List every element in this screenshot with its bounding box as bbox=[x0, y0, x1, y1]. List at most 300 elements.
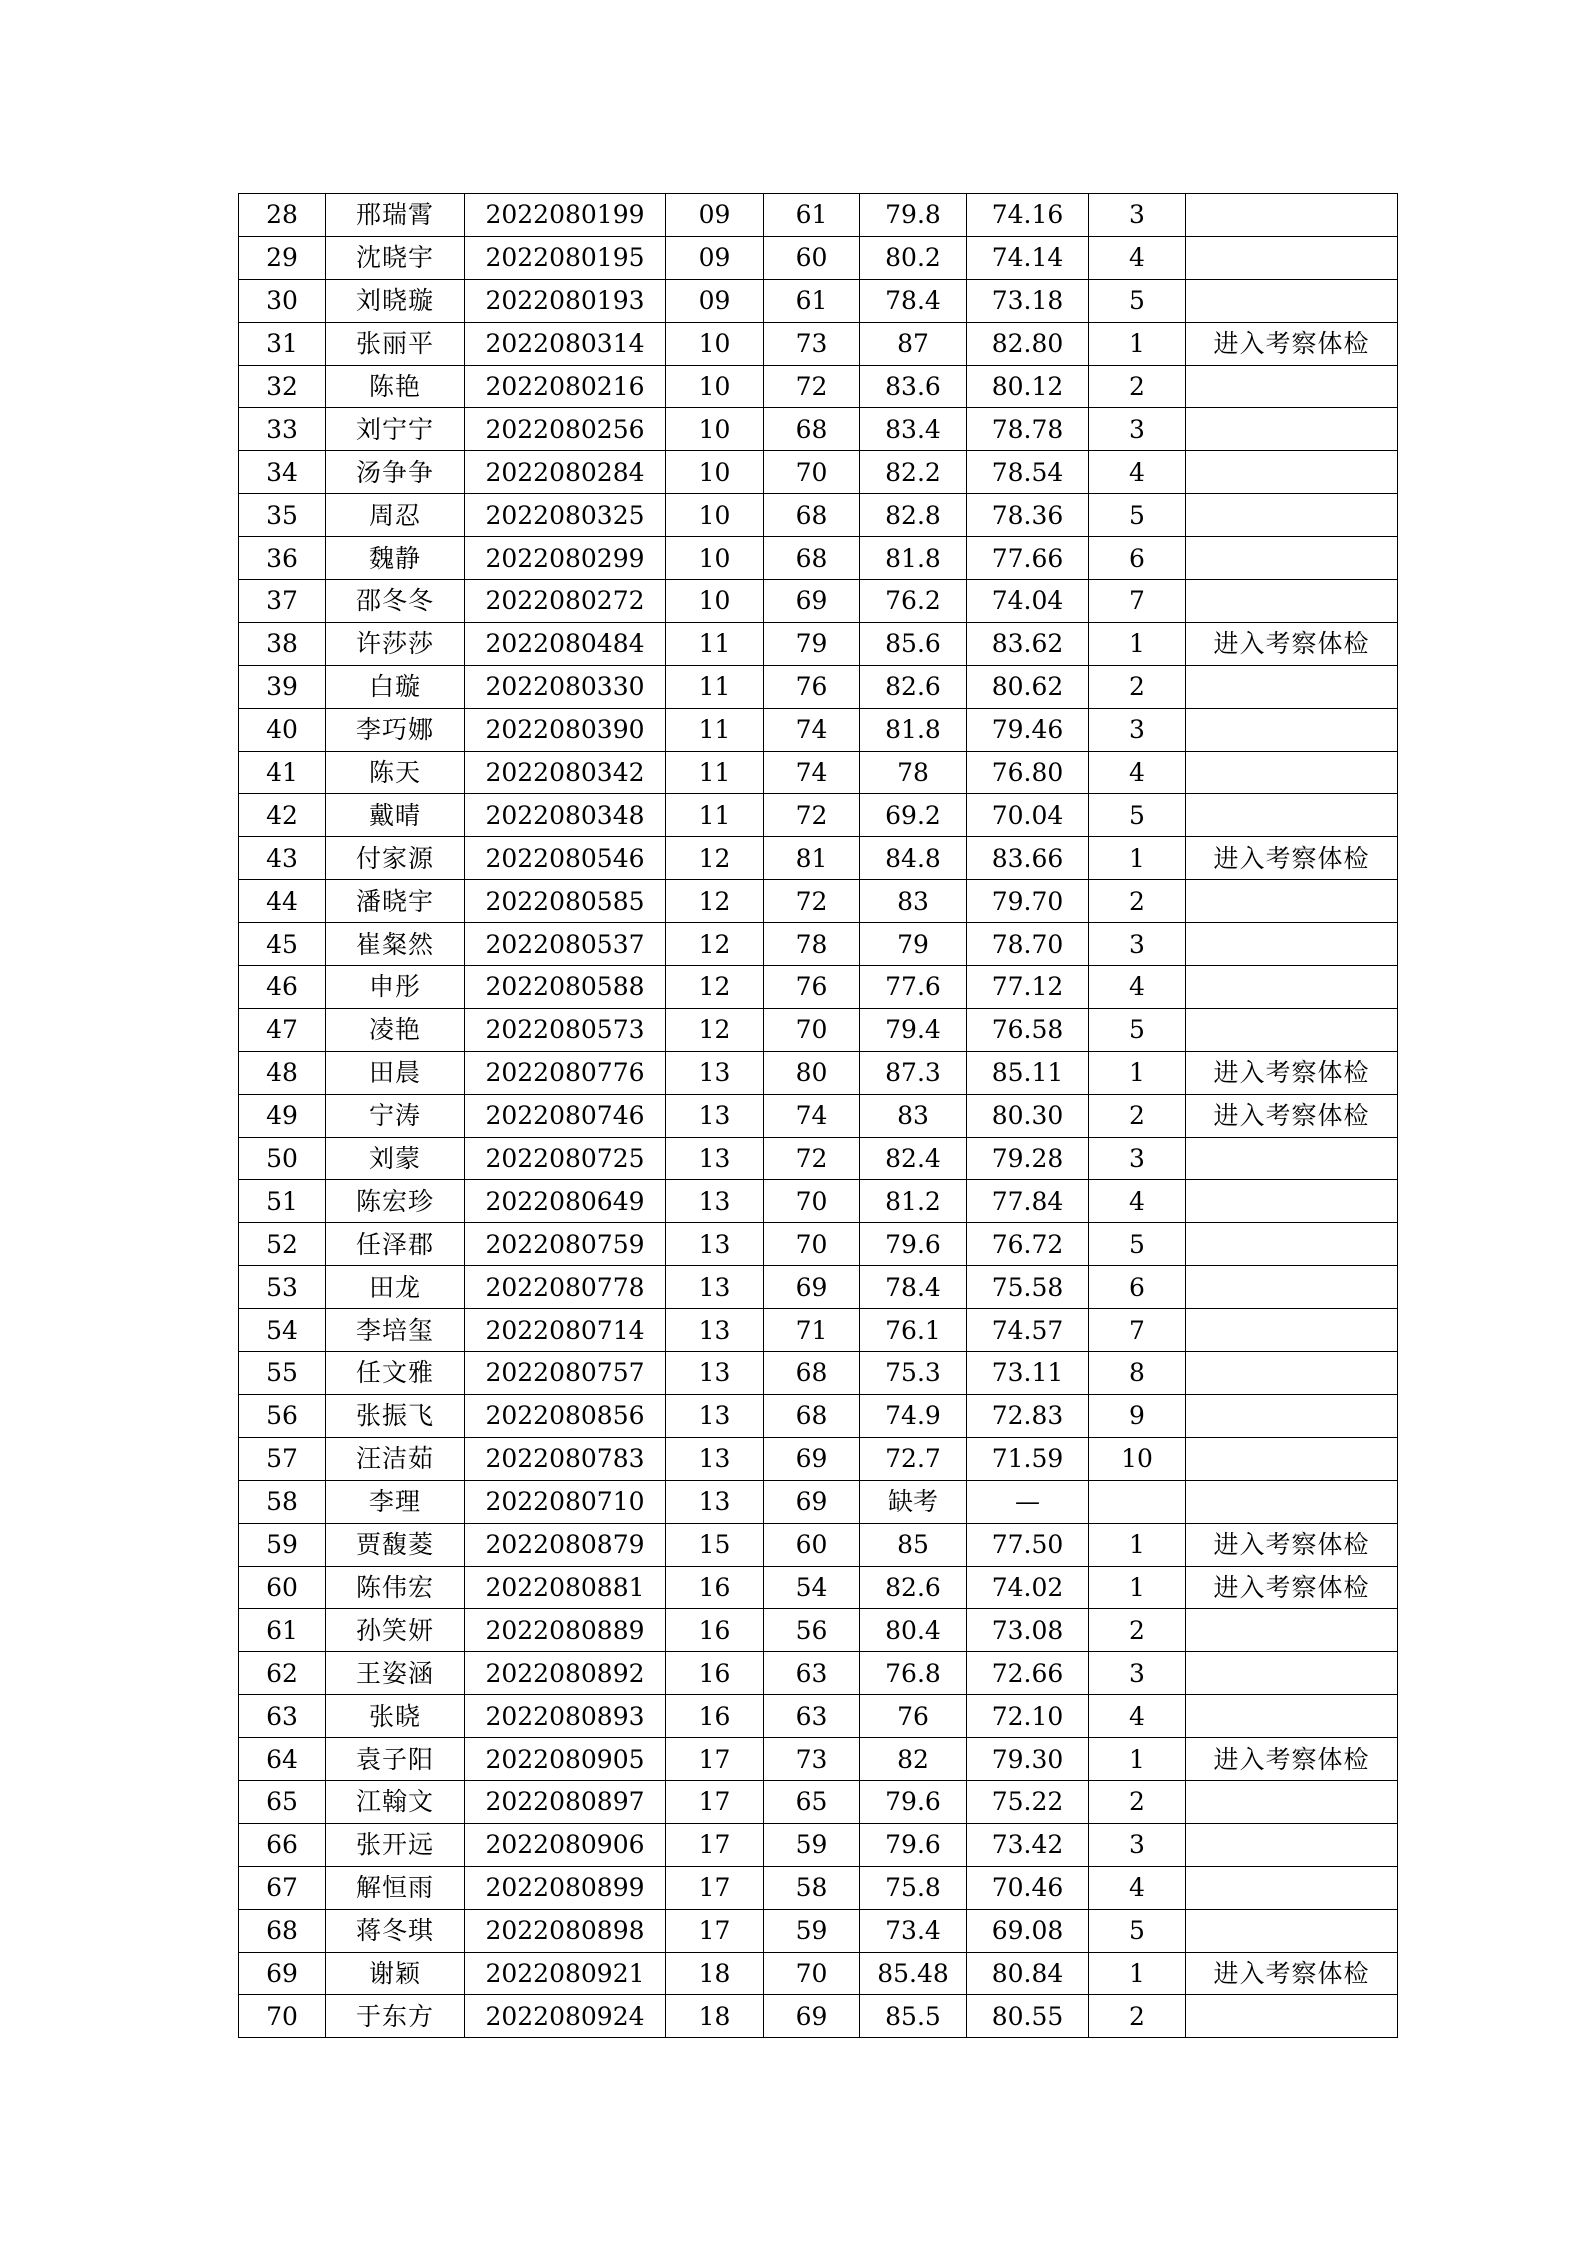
remark-cell bbox=[1186, 966, 1398, 1009]
written-score-cell: 68 bbox=[764, 494, 860, 537]
rank-cell: 1 bbox=[1089, 322, 1186, 365]
exam-id-cell: 2022080759 bbox=[465, 1223, 666, 1266]
interview-score-cell: 76.8 bbox=[860, 1652, 967, 1695]
position-code-cell: 12 bbox=[666, 1008, 764, 1051]
position-code-cell: 09 bbox=[666, 236, 764, 279]
name-cell: 贾馥菱 bbox=[326, 1523, 465, 1566]
table-row bbox=[239, 1866, 1398, 1909]
total-score-cell: 78.54 bbox=[967, 451, 1089, 494]
written-score-cell: 59 bbox=[764, 1823, 860, 1866]
name-cell: 付家源 bbox=[326, 837, 465, 880]
exam-id-cell: 2022080348 bbox=[465, 794, 666, 837]
position-code-cell: 09 bbox=[666, 194, 764, 237]
name-cell: 张丽平 bbox=[326, 322, 465, 365]
seq-cell: 52 bbox=[239, 1223, 326, 1266]
rank-cell: 4 bbox=[1089, 236, 1186, 279]
total-score-cell: 74.16 bbox=[967, 194, 1089, 237]
remark-cell bbox=[1186, 880, 1398, 923]
seq-cell: 70 bbox=[239, 1995, 326, 2038]
position-code-cell: 11 bbox=[666, 708, 764, 751]
position-code-cell: 09 bbox=[666, 279, 764, 322]
rank-cell: 3 bbox=[1089, 923, 1186, 966]
total-score-cell: 79.28 bbox=[967, 1137, 1089, 1180]
name-cell: 刘蒙 bbox=[326, 1137, 465, 1180]
table-row bbox=[239, 1309, 1398, 1352]
position-code-cell: 17 bbox=[666, 1823, 764, 1866]
exam-id-cell: 2022080299 bbox=[465, 537, 666, 580]
seq-cell: 63 bbox=[239, 1695, 326, 1738]
seq-cell: 69 bbox=[239, 1952, 326, 1995]
written-score-cell: 72 bbox=[764, 794, 860, 837]
interview-score-cell: 87 bbox=[860, 322, 967, 365]
rank-cell: 4 bbox=[1089, 451, 1186, 494]
interview-score-cell: 75.8 bbox=[860, 1866, 967, 1909]
exam-id-cell: 2022080588 bbox=[465, 966, 666, 1009]
name-cell: 田晨 bbox=[326, 1051, 465, 1094]
rank-cell: 1 bbox=[1089, 837, 1186, 880]
position-code-cell: 16 bbox=[666, 1652, 764, 1695]
position-code-cell: 12 bbox=[666, 837, 764, 880]
seq-cell: 42 bbox=[239, 794, 326, 837]
interview-score-cell: 81.8 bbox=[860, 708, 967, 751]
remark-cell bbox=[1186, 1223, 1398, 1266]
rank-cell: 5 bbox=[1089, 1008, 1186, 1051]
total-score-cell: 73.42 bbox=[967, 1823, 1089, 1866]
rank-cell: 1 bbox=[1089, 1952, 1186, 1995]
exam-id-cell: 2022080330 bbox=[465, 665, 666, 708]
interview-score-cell: 82.2 bbox=[860, 451, 967, 494]
exam-id-cell: 2022080879 bbox=[465, 1523, 666, 1566]
position-code-cell: 10 bbox=[666, 494, 764, 537]
position-code-cell: 15 bbox=[666, 1523, 764, 1566]
remark-cell bbox=[1186, 1352, 1398, 1395]
total-score-cell: 85.11 bbox=[967, 1051, 1089, 1094]
rank-cell: 3 bbox=[1089, 708, 1186, 751]
remark-cell bbox=[1186, 408, 1398, 451]
rank-cell: 4 bbox=[1089, 1180, 1186, 1223]
seq-cell: 48 bbox=[239, 1051, 326, 1094]
rank-cell: 6 bbox=[1089, 537, 1186, 580]
table-row bbox=[239, 880, 1398, 923]
remark-cell bbox=[1186, 194, 1398, 237]
position-code-cell: 10 bbox=[666, 408, 764, 451]
total-score-cell: 72.83 bbox=[967, 1394, 1089, 1437]
rank-cell: 5 bbox=[1089, 1909, 1186, 1952]
table-row bbox=[239, 837, 1398, 880]
rank-cell: 1 bbox=[1089, 622, 1186, 665]
seq-cell: 55 bbox=[239, 1352, 326, 1395]
name-cell: 陈艳 bbox=[326, 365, 465, 408]
position-code-cell: 11 bbox=[666, 751, 764, 794]
remark-cell: 进入考察体检 bbox=[1186, 1952, 1398, 1995]
total-score-cell: 74.04 bbox=[967, 580, 1089, 623]
table-row bbox=[239, 1695, 1398, 1738]
rank-cell: 2 bbox=[1089, 1995, 1186, 2038]
name-cell: 许莎莎 bbox=[326, 622, 465, 665]
name-cell: 邵冬冬 bbox=[326, 580, 465, 623]
position-code-cell: 13 bbox=[666, 1266, 764, 1309]
table-row bbox=[239, 966, 1398, 1009]
rank-cell: 2 bbox=[1089, 1780, 1186, 1823]
total-score-cell: 71.59 bbox=[967, 1437, 1089, 1480]
total-score-cell: 77.66 bbox=[967, 537, 1089, 580]
seq-cell: 35 bbox=[239, 494, 326, 537]
table-row bbox=[239, 1394, 1398, 1437]
seq-cell: 65 bbox=[239, 1780, 326, 1823]
position-code-cell: 10 bbox=[666, 365, 764, 408]
remark-cell bbox=[1186, 1909, 1398, 1952]
rank-cell: 2 bbox=[1089, 665, 1186, 708]
name-cell: 解恒雨 bbox=[326, 1866, 465, 1909]
written-score-cell: 80 bbox=[764, 1051, 860, 1094]
total-score-cell: 77.84 bbox=[967, 1180, 1089, 1223]
position-code-cell: 17 bbox=[666, 1909, 764, 1952]
seq-cell: 53 bbox=[239, 1266, 326, 1309]
seq-cell: 49 bbox=[239, 1094, 326, 1137]
total-score-cell: 76.72 bbox=[967, 1223, 1089, 1266]
position-code-cell: 17 bbox=[666, 1780, 764, 1823]
remark-cell bbox=[1186, 1866, 1398, 1909]
name-cell: 王姿涵 bbox=[326, 1652, 465, 1695]
written-score-cell: 61 bbox=[764, 279, 860, 322]
exam-id-cell: 2022080714 bbox=[465, 1309, 666, 1352]
seq-cell: 32 bbox=[239, 365, 326, 408]
rank-cell: 5 bbox=[1089, 1223, 1186, 1266]
seq-cell: 62 bbox=[239, 1652, 326, 1695]
interview-score-cell: 87.3 bbox=[860, 1051, 967, 1094]
total-score-cell: 82.80 bbox=[967, 322, 1089, 365]
total-score-cell: 80.84 bbox=[967, 1952, 1089, 1995]
remark-cell: 进入考察体检 bbox=[1186, 1566, 1398, 1609]
interview-score-cell: 76.1 bbox=[860, 1309, 967, 1352]
total-score-cell: 80.30 bbox=[967, 1094, 1089, 1137]
table-row bbox=[239, 1523, 1398, 1566]
rank-cell: 1 bbox=[1089, 1051, 1186, 1094]
name-cell: 陈宏珍 bbox=[326, 1180, 465, 1223]
table-row bbox=[239, 494, 1398, 537]
remark-cell bbox=[1186, 279, 1398, 322]
seq-cell: 67 bbox=[239, 1866, 326, 1909]
remark-cell: 进入考察体检 bbox=[1186, 1094, 1398, 1137]
exam-id-cell: 2022080899 bbox=[465, 1866, 666, 1909]
written-score-cell: 72 bbox=[764, 1137, 860, 1180]
name-cell: 沈晓宇 bbox=[326, 236, 465, 279]
written-score-cell: 81 bbox=[764, 837, 860, 880]
remark-cell bbox=[1186, 1266, 1398, 1309]
rank-cell: 8 bbox=[1089, 1352, 1186, 1395]
written-score-cell: 58 bbox=[764, 1866, 860, 1909]
table-row bbox=[239, 923, 1398, 966]
remark-cell: 进入考察体检 bbox=[1186, 1738, 1398, 1781]
written-score-cell: 61 bbox=[764, 194, 860, 237]
rank-cell bbox=[1089, 1480, 1186, 1523]
interview-score-cell: 72.7 bbox=[860, 1437, 967, 1480]
table-row bbox=[239, 322, 1398, 365]
table-row bbox=[239, 1738, 1398, 1781]
name-cell: 潘晓宇 bbox=[326, 880, 465, 923]
remark-cell bbox=[1186, 1823, 1398, 1866]
table-row bbox=[239, 408, 1398, 451]
interview-score-cell: 74.9 bbox=[860, 1394, 967, 1437]
interview-score-cell: 84.8 bbox=[860, 837, 967, 880]
remark-cell: 进入考察体检 bbox=[1186, 837, 1398, 880]
seq-cell: 33 bbox=[239, 408, 326, 451]
total-score-cell: 75.22 bbox=[967, 1780, 1089, 1823]
written-score-cell: 69 bbox=[764, 580, 860, 623]
rank-cell: 4 bbox=[1089, 751, 1186, 794]
position-code-cell: 18 bbox=[666, 1952, 764, 1995]
name-cell: 魏静 bbox=[326, 537, 465, 580]
interview-score-cell: 78.4 bbox=[860, 279, 967, 322]
name-cell: 周忍 bbox=[326, 494, 465, 537]
seq-cell: 38 bbox=[239, 622, 326, 665]
rank-cell: 3 bbox=[1089, 408, 1186, 451]
written-score-cell: 59 bbox=[764, 1909, 860, 1952]
total-score-cell: 78.78 bbox=[967, 408, 1089, 451]
seq-cell: 29 bbox=[239, 236, 326, 279]
name-cell: 申彤 bbox=[326, 966, 465, 1009]
written-score-cell: 69 bbox=[764, 1480, 860, 1523]
position-code-cell: 13 bbox=[666, 1352, 764, 1395]
written-score-cell: 56 bbox=[764, 1609, 860, 1652]
seq-cell: 34 bbox=[239, 451, 326, 494]
seq-cell: 64 bbox=[239, 1738, 326, 1781]
table-row bbox=[239, 194, 1398, 237]
exam-id-cell: 2022080746 bbox=[465, 1094, 666, 1137]
name-cell: 汤争争 bbox=[326, 451, 465, 494]
table-row bbox=[239, 1480, 1398, 1523]
seq-cell: 36 bbox=[239, 537, 326, 580]
total-score-cell: 80.62 bbox=[967, 665, 1089, 708]
exam-id-cell: 2022080906 bbox=[465, 1823, 666, 1866]
interview-score-cell: 缺考 bbox=[860, 1480, 967, 1523]
written-score-cell: 70 bbox=[764, 1223, 860, 1266]
position-code-cell: 16 bbox=[666, 1695, 764, 1738]
exam-id-cell: 2022080757 bbox=[465, 1352, 666, 1395]
table-row bbox=[239, 708, 1398, 751]
interview-score-cell: 82.8 bbox=[860, 494, 967, 537]
exam-id-cell: 2022080193 bbox=[465, 279, 666, 322]
written-score-cell: 65 bbox=[764, 1780, 860, 1823]
remark-cell bbox=[1186, 1609, 1398, 1652]
rank-cell: 9 bbox=[1089, 1394, 1186, 1437]
total-score-cell: 79.30 bbox=[967, 1738, 1089, 1781]
table-row bbox=[239, 1180, 1398, 1223]
exam-id-cell: 2022080284 bbox=[465, 451, 666, 494]
name-cell: 张开远 bbox=[326, 1823, 465, 1866]
rank-cell: 7 bbox=[1089, 1309, 1186, 1352]
total-score-cell: 83.62 bbox=[967, 622, 1089, 665]
exam-id-cell: 2022080889 bbox=[465, 1609, 666, 1652]
position-code-cell: 13 bbox=[666, 1309, 764, 1352]
table-row bbox=[239, 537, 1398, 580]
total-score-cell: — bbox=[967, 1480, 1089, 1523]
exam-id-cell: 2022080390 bbox=[465, 708, 666, 751]
exam-id-cell: 2022080573 bbox=[465, 1008, 666, 1051]
table-row bbox=[239, 1008, 1398, 1051]
total-score-cell: 79.70 bbox=[967, 880, 1089, 923]
rank-cell: 6 bbox=[1089, 1266, 1186, 1309]
seq-cell: 66 bbox=[239, 1823, 326, 1866]
total-score-cell: 72.66 bbox=[967, 1652, 1089, 1695]
name-cell: 张振飞 bbox=[326, 1394, 465, 1437]
position-code-cell: 13 bbox=[666, 1394, 764, 1437]
interview-score-cell: 76.2 bbox=[860, 580, 967, 623]
exam-id-cell: 2022080484 bbox=[465, 622, 666, 665]
remark-cell: 进入考察体检 bbox=[1186, 1051, 1398, 1094]
interview-score-cell: 81.8 bbox=[860, 537, 967, 580]
table-row bbox=[239, 1909, 1398, 1952]
written-score-cell: 73 bbox=[764, 322, 860, 365]
total-score-cell: 78.36 bbox=[967, 494, 1089, 537]
written-score-cell: 68 bbox=[764, 1394, 860, 1437]
rank-cell: 4 bbox=[1089, 1695, 1186, 1738]
position-code-cell: 16 bbox=[666, 1609, 764, 1652]
written-score-cell: 74 bbox=[764, 751, 860, 794]
position-code-cell: 18 bbox=[666, 1995, 764, 2038]
rank-cell: 5 bbox=[1089, 794, 1186, 837]
remark-cell: 进入考察体检 bbox=[1186, 1523, 1398, 1566]
total-score-cell: 80.12 bbox=[967, 365, 1089, 408]
seq-cell: 54 bbox=[239, 1309, 326, 1352]
total-score-cell: 76.80 bbox=[967, 751, 1089, 794]
written-score-cell: 78 bbox=[764, 923, 860, 966]
written-score-cell: 69 bbox=[764, 1266, 860, 1309]
position-code-cell: 13 bbox=[666, 1480, 764, 1523]
interview-score-cell: 82 bbox=[860, 1738, 967, 1781]
table-row bbox=[239, 279, 1398, 322]
interview-score-cell: 73.4 bbox=[860, 1909, 967, 1952]
rank-cell: 2 bbox=[1089, 1094, 1186, 1137]
position-code-cell: 10 bbox=[666, 580, 764, 623]
position-code-cell: 13 bbox=[666, 1223, 764, 1266]
remark-cell bbox=[1186, 365, 1398, 408]
name-cell: 任泽郡 bbox=[326, 1223, 465, 1266]
remark-cell bbox=[1186, 1394, 1398, 1437]
name-cell: 白璇 bbox=[326, 665, 465, 708]
name-cell: 刘宁宁 bbox=[326, 408, 465, 451]
name-cell: 陈天 bbox=[326, 751, 465, 794]
remark-cell bbox=[1186, 1008, 1398, 1051]
rank-cell: 2 bbox=[1089, 1609, 1186, 1652]
position-code-cell: 11 bbox=[666, 622, 764, 665]
table-row bbox=[239, 451, 1398, 494]
seq-cell: 28 bbox=[239, 194, 326, 237]
exam-id-cell: 2022080921 bbox=[465, 1952, 666, 1995]
seq-cell: 61 bbox=[239, 1609, 326, 1652]
written-score-cell: 74 bbox=[764, 708, 860, 751]
written-score-cell: 54 bbox=[764, 1566, 860, 1609]
interview-score-cell: 77.6 bbox=[860, 966, 967, 1009]
name-cell: 汪洁茹 bbox=[326, 1437, 465, 1480]
interview-score-cell: 79.8 bbox=[860, 194, 967, 237]
table-row bbox=[239, 794, 1398, 837]
position-code-cell: 13 bbox=[666, 1437, 764, 1480]
rank-cell: 4 bbox=[1089, 1866, 1186, 1909]
name-cell: 李理 bbox=[326, 1480, 465, 1523]
total-score-cell: 77.50 bbox=[967, 1523, 1089, 1566]
rank-cell: 2 bbox=[1089, 365, 1186, 408]
total-score-cell: 69.08 bbox=[967, 1909, 1089, 1952]
written-score-cell: 60 bbox=[764, 1523, 860, 1566]
total-score-cell: 78.70 bbox=[967, 923, 1089, 966]
seq-cell: 44 bbox=[239, 880, 326, 923]
exam-id-cell: 2022080898 bbox=[465, 1909, 666, 1952]
total-score-cell: 70.46 bbox=[967, 1866, 1089, 1909]
interview-score-cell: 79.6 bbox=[860, 1223, 967, 1266]
total-score-cell: 74.14 bbox=[967, 236, 1089, 279]
name-cell: 戴晴 bbox=[326, 794, 465, 837]
remark-cell bbox=[1186, 451, 1398, 494]
table-row bbox=[239, 1223, 1398, 1266]
seq-cell: 37 bbox=[239, 580, 326, 623]
written-score-cell: 69 bbox=[764, 1995, 860, 2038]
written-score-cell: 69 bbox=[764, 1437, 860, 1480]
position-code-cell: 17 bbox=[666, 1738, 764, 1781]
table-row bbox=[239, 751, 1398, 794]
exam-id-cell: 2022080893 bbox=[465, 1695, 666, 1738]
interview-score-cell: 82.6 bbox=[860, 665, 967, 708]
written-score-cell: 70 bbox=[764, 1180, 860, 1223]
rank-cell: 3 bbox=[1089, 1137, 1186, 1180]
rank-cell: 3 bbox=[1089, 1652, 1186, 1695]
position-code-cell: 17 bbox=[666, 1866, 764, 1909]
remark-cell bbox=[1186, 1309, 1398, 1352]
position-code-cell: 10 bbox=[666, 451, 764, 494]
table-row bbox=[239, 622, 1398, 665]
remark-cell bbox=[1186, 923, 1398, 966]
seq-cell: 60 bbox=[239, 1566, 326, 1609]
exam-id-cell: 2022080342 bbox=[465, 751, 666, 794]
written-score-cell: 70 bbox=[764, 1008, 860, 1051]
exam-id-cell: 2022080905 bbox=[465, 1738, 666, 1781]
table-row bbox=[239, 236, 1398, 279]
name-cell: 田龙 bbox=[326, 1266, 465, 1309]
exam-id-cell: 2022080649 bbox=[465, 1180, 666, 1223]
rank-cell: 10 bbox=[1089, 1437, 1186, 1480]
remark-cell bbox=[1186, 580, 1398, 623]
position-code-cell: 10 bbox=[666, 537, 764, 580]
name-cell: 谢颖 bbox=[326, 1952, 465, 1995]
table-row bbox=[239, 1094, 1398, 1137]
seq-cell: 41 bbox=[239, 751, 326, 794]
interview-score-cell: 82.4 bbox=[860, 1137, 967, 1180]
table-row bbox=[239, 580, 1398, 623]
exam-id-cell: 2022080778 bbox=[465, 1266, 666, 1309]
remark-cell: 进入考察体检 bbox=[1186, 322, 1398, 365]
seq-cell: 31 bbox=[239, 322, 326, 365]
table-row bbox=[239, 1266, 1398, 1309]
seq-cell: 56 bbox=[239, 1394, 326, 1437]
total-score-cell: 74.57 bbox=[967, 1309, 1089, 1352]
position-code-cell: 16 bbox=[666, 1566, 764, 1609]
name-cell: 李培玺 bbox=[326, 1309, 465, 1352]
name-cell: 邢瑞霄 bbox=[326, 194, 465, 237]
exam-id-cell: 2022080199 bbox=[465, 194, 666, 237]
table-row bbox=[239, 1352, 1398, 1395]
name-cell: 于东方 bbox=[326, 1995, 465, 2038]
exam-id-cell: 2022080924 bbox=[465, 1995, 666, 2038]
written-score-cell: 76 bbox=[764, 665, 860, 708]
position-code-cell: 13 bbox=[666, 1180, 764, 1223]
position-code-cell: 13 bbox=[666, 1137, 764, 1180]
written-score-cell: 72 bbox=[764, 880, 860, 923]
interview-score-cell: 82.6 bbox=[860, 1566, 967, 1609]
written-score-cell: 70 bbox=[764, 1952, 860, 1995]
exam-id-cell: 2022080897 bbox=[465, 1780, 666, 1823]
written-score-cell: 68 bbox=[764, 1352, 860, 1395]
written-score-cell: 74 bbox=[764, 1094, 860, 1137]
